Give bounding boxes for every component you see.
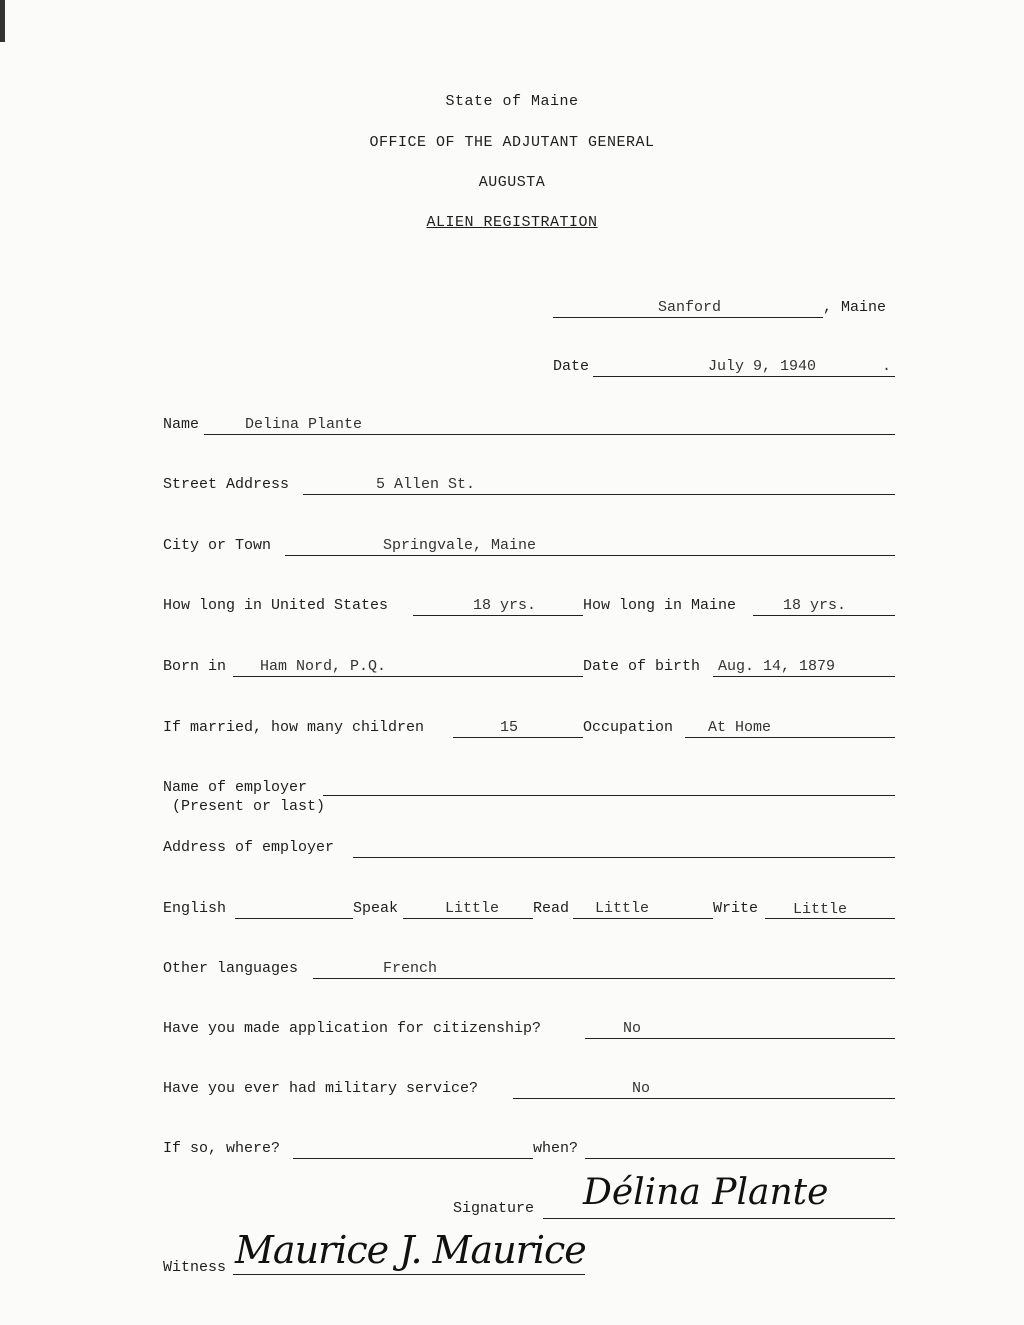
employer-address-line[interactable] (353, 857, 895, 858)
signature-line (543, 1218, 895, 1219)
military-line (513, 1098, 895, 1099)
city-value[interactable]: Springvale, Maine (383, 537, 537, 554)
us-duration-label: How long in United States (163, 597, 389, 614)
other-languages-value[interactable]: French (383, 960, 438, 977)
maine-duration-label: How long in Maine (583, 597, 737, 614)
name-label: Name (163, 416, 200, 433)
name-row (0, 415, 1024, 439)
birth-row (0, 657, 1024, 681)
dob-value[interactable]: Aug. 14, 1879 (718, 658, 836, 675)
occupation-label: Occupation (583, 719, 674, 736)
where-line[interactable] (293, 1158, 533, 1159)
place-row (0, 298, 1024, 322)
witness-value[interactable]: Maurice J. Maurice (235, 1228, 586, 1272)
employer-row (0, 778, 1024, 822)
born-value[interactable]: Ham Nord, P.Q. (260, 658, 387, 675)
employer-address-row (0, 838, 1024, 862)
street-label: Street Address (163, 476, 290, 493)
witness-label: Witness (163, 1259, 227, 1276)
employer-sublabel: (Present or last) (172, 798, 326, 815)
signature-row (0, 1199, 1024, 1223)
english-label: English (163, 900, 227, 917)
place-suffix: , Maine (823, 299, 887, 316)
date-value[interactable]: July 9, 1940 (708, 358, 817, 375)
date-label: Date (553, 358, 590, 375)
write-label: Write (713, 900, 759, 917)
street-row (0, 475, 1024, 499)
speak-value[interactable]: Little (445, 900, 500, 917)
city-line (285, 555, 895, 556)
scan-edge-mark (0, 0, 5, 42)
city-label: City or Town (163, 537, 272, 554)
read-value[interactable]: Little (595, 900, 650, 917)
witness-line (233, 1274, 585, 1275)
place-value[interactable]: Sanford (658, 299, 722, 316)
header-state: State of Maine (445, 93, 579, 110)
maine-duration-value[interactable]: 18 yrs. (783, 597, 847, 614)
when-line[interactable] (585, 1158, 895, 1159)
children-label: If married, how many children (163, 719, 425, 736)
other-languages-row (0, 959, 1024, 983)
other-languages-label: Other languages (163, 960, 299, 977)
date-row (0, 357, 1024, 381)
write-value[interactable]: Little (793, 901, 848, 918)
form-title (0, 214, 1024, 231)
speak-label: Speak (353, 900, 399, 917)
date-end: . (882, 358, 892, 375)
service-details-row (0, 1139, 1024, 1163)
english-row (0, 899, 1024, 923)
military-label: Have you ever had military service? (163, 1080, 479, 1097)
header-city: AUGUSTA (478, 174, 546, 191)
citizenship-row (0, 1019, 1024, 1043)
occupation-value[interactable]: At Home (708, 719, 772, 736)
city-row (0, 536, 1024, 560)
read-label: Read (533, 900, 570, 917)
employer-line[interactable] (323, 795, 895, 796)
where-label: If so, where? (163, 1140, 281, 1157)
signature-value[interactable]: Délina Plante (583, 1172, 829, 1213)
english-line (235, 918, 353, 919)
when-label: when? (533, 1140, 579, 1157)
dob-label: Date of birth (583, 658, 701, 675)
born-label: Born in (163, 658, 227, 675)
military-row (0, 1079, 1024, 1103)
street-value[interactable]: 5 Allen St. (376, 476, 476, 493)
children-row (0, 718, 1024, 742)
form-title-text: ALIEN REGISTRATION (426, 214, 598, 231)
us-duration-value[interactable]: 18 yrs. (473, 597, 537, 614)
military-value[interactable]: No (632, 1080, 651, 1097)
header-office: OFFICE OF THE ADJUTANT GENERAL (369, 134, 655, 151)
citizenship-value[interactable]: No (623, 1020, 642, 1037)
employer-address-label: Address of employer (163, 839, 335, 856)
signature-label: Signature (453, 1200, 535, 1217)
name-value[interactable]: Delina Plante (245, 416, 363, 433)
children-value[interactable]: 15 (500, 719, 519, 736)
employer-label: Name of employer (163, 779, 308, 796)
duration-row (0, 596, 1024, 620)
citizenship-label: Have you made application for citizenship? (163, 1020, 542, 1037)
